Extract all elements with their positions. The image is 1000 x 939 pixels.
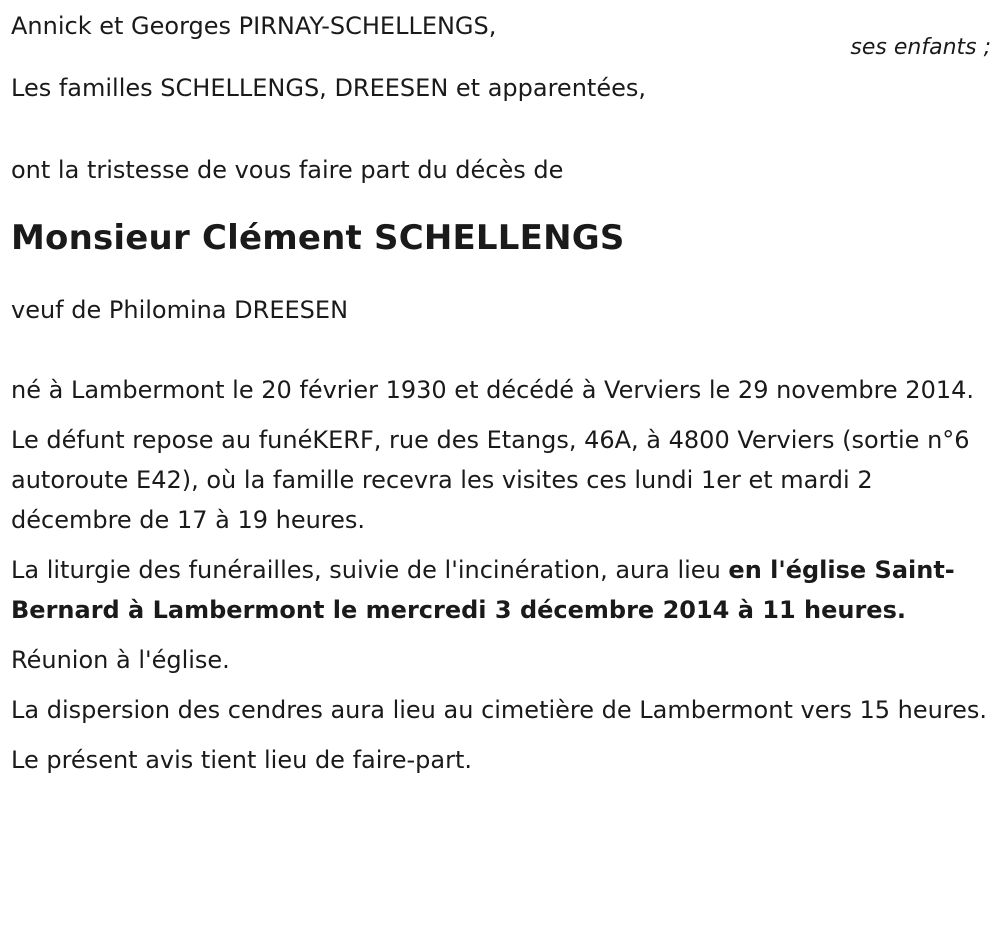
birth-death-text: né à Lambermont le 20 février 1930 et décédé à Verviers le 29 novembre 2014. xyxy=(11,376,975,404)
meeting-text: Réunion à l'église. xyxy=(11,646,230,674)
ashes-text: La dispersion des cendres aura lieu au cimetière de Lambermont vers 15 heures. xyxy=(11,696,988,724)
funeral-intro: La liturgie des funérailles, suivie de l'incinération, aura lieu xyxy=(11,556,729,584)
family-role: ses enfants ; xyxy=(850,35,991,60)
intro-text: ont la tristesse de vous faire part du décès de xyxy=(11,156,564,184)
family-children: Annick et Georges PIRNAY-SCHELLENGS, xyxy=(11,12,497,40)
obituary-notice xyxy=(11,6,991,780)
visitation-text: Le défunt repose au funéKERF, rue des Etangs, 46A, à 4800 Verviers (sortie n°6 autoroute E42), où la famille recevra les visites ces lundi 1er et mardi 2 décembre de 17 à 19 heures. xyxy=(11,426,970,534)
funeral-text xyxy=(11,550,991,630)
deceased-name: Monsieur Clément SCHELLENGS xyxy=(11,218,625,258)
notice-text: Le présent avis tient lieu de faire-part. xyxy=(11,746,473,774)
funeral-details: en l'église Saint-Bernard à Lambermont le mercredi 3 décembre 2014 à 11 heures. xyxy=(11,556,955,624)
family-row xyxy=(11,6,991,60)
relation-text: veuf de Philomina DREESEN xyxy=(11,296,349,324)
extended-families: Les familles SCHELLENGS, DREESEN et apparentées, xyxy=(11,74,646,102)
